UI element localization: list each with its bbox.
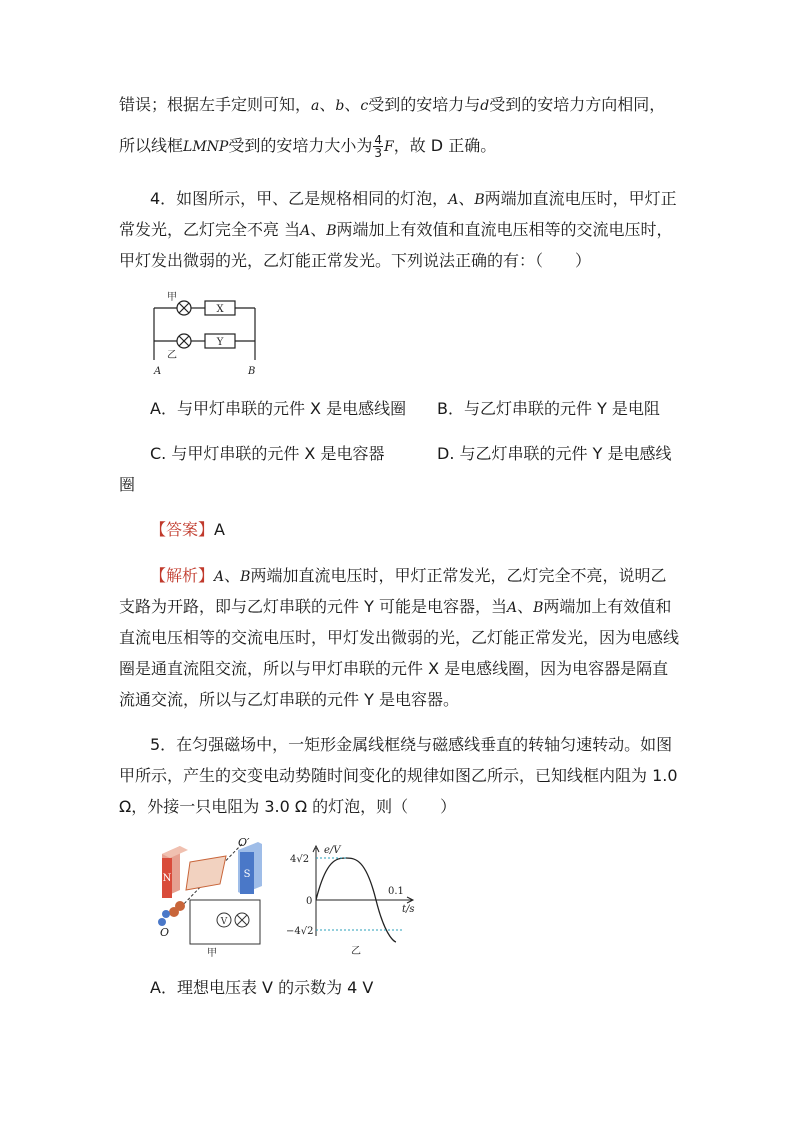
q4-analysis-line-5: 流通交流，所以与乙灯串联的元件 Y 是电容器。 [119,690,459,709]
fraction: $\frac{4}{3}$ [374,133,382,160]
q4-analysis-line-3: 直流电压相等的交流电压时，甲灯发出微弱的光，乙灯能正常发光，因为电感线 [119,628,680,647]
graph-xlabel: t/s [402,904,415,915]
q5-emf-graph [284,842,424,960]
voltmeter-label: V [220,917,228,927]
q4-analysis-line-2: 支路为开路，即与乙灯串联的元件 Y 可能是电容器，当A、B两端加上有效值和 [119,597,672,616]
graph-ytick-bottom: −4√2 [286,926,314,937]
graph-ytick-top: 4√2 [290,854,310,865]
axis-o-prime-label: O′ [238,836,250,849]
label-jia: 甲 [167,292,177,303]
label-b: B [248,366,256,377]
q5-option-a: A．理想电压表 V 的示数为 4 V [150,978,374,997]
prev-solution-line-1: 错误；根据左手定则可知，a、b、c受到的安培力与d受到的安培力方向相同， [119,95,666,114]
q4-analysis-line-4: 圈是通直流阻交流，所以与甲灯串联的元件 X 是电感线圈，因为电容器是隔直 [119,659,669,678]
magnet-s [238,842,262,894]
label-y: Y [216,337,224,348]
answer-tag: 【答案】 [150,520,215,539]
q5-stem-line-1: 5．在匀强磁场中，一矩形金属线框绕与磁感线垂直的转轴匀速转动。如图 [150,735,673,754]
q4-option-b: B．与乙灯串联的元件 Y 是电阻 [437,399,660,418]
q4-option-d: D. 与乙灯串联的元件 Y 是电感线 [437,444,672,463]
graph-origin: 0 [306,896,313,907]
figure-jia-caption: 甲 [207,948,217,959]
analysis-tag: 【解析】 [150,566,215,585]
q5-generator-figure [150,832,270,960]
q4-stem-line-3: 甲灯发出微弱的光，乙灯能正常发光。下列说法正确的有：（ ） [119,251,592,270]
q5-stem-line-2: 甲所示，产生的交变电动势随时间变化的规律如图乙所示，已知线框内阻为 1.0 [119,766,678,785]
q4-option-d-cont: 圈 [119,475,136,494]
label-a: A [154,366,162,377]
q4-option-c: C. 与甲灯串联的元件 X 是电容器 [150,444,385,463]
q4-analysis-line-1: 【解析】A、B两端加直流电压时，甲灯正常发光，乙灯完全不亮，说明乙 [150,566,667,585]
q4-option-a: A．与甲灯串联的元件 X 是电感线圈 [150,399,407,418]
q5-stem-line-3: Ω，外接一只电阻为 3.0 Ω 的灯泡，则（ ） [119,797,457,816]
q4-answer: 【答案】A [150,520,225,539]
magnet-n [162,846,188,898]
magnet-n-label: N [162,873,172,884]
prev-solution-line-2: 所以线框LMNP受到的安培力大小为 $\frac{4}{3}$ F，故 D 正确。 [119,133,497,160]
label-x: X [216,304,224,315]
magnet-s-label: S [243,869,251,880]
q4-stem-line-1: 4．如图所示，甲、乙是规格相同的灯泡，A、B两端加直流电压时，甲灯正 [150,189,677,208]
q4-stem-line-2: 常发光，乙灯完全不亮 当A、B两端加上有效值和直流电压相等的交流电压时， [119,220,673,239]
axis-o-label: O [160,926,170,939]
graph-xtick: 0.1 [388,886,404,897]
label-yi: 乙 [167,350,177,361]
graph-ylabel: e/V [324,845,341,856]
figure-yi-caption: 乙 [351,946,361,957]
q4-circuit-diagram [145,288,270,378]
